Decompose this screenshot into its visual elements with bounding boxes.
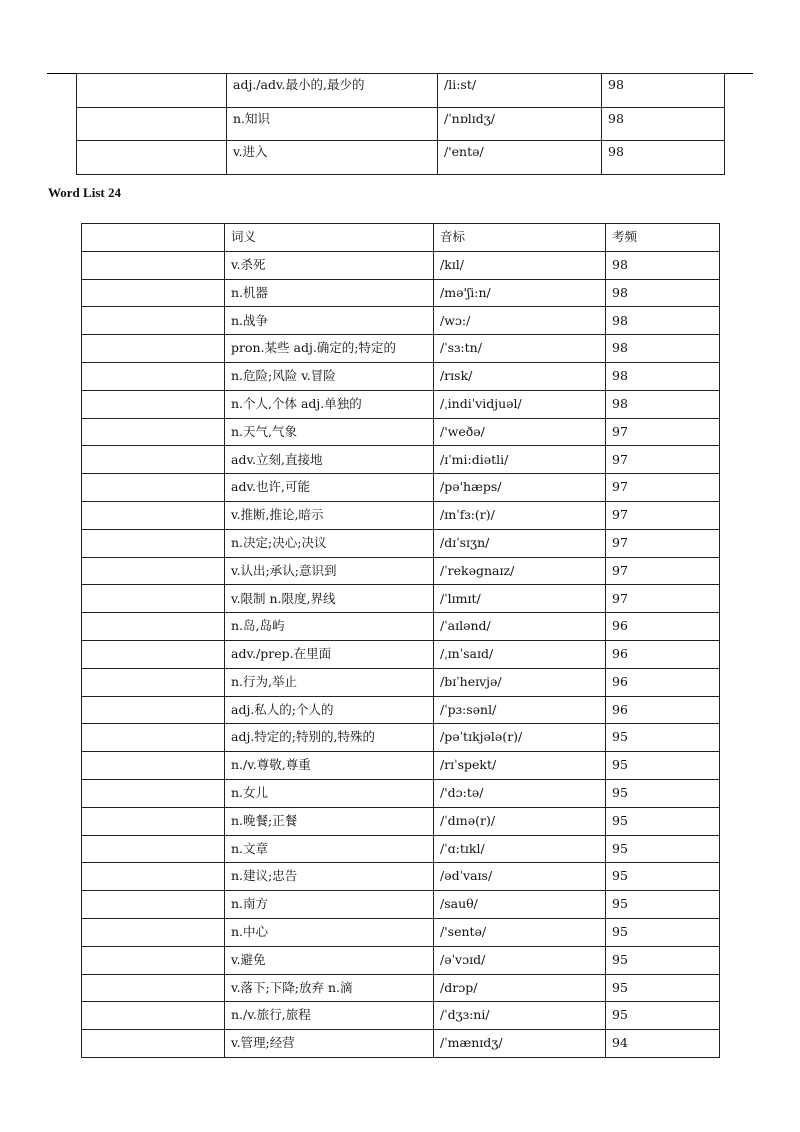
table-row <box>77 107 725 141</box>
cell-meaning: adj./adv.最小的,最少的 <box>227 74 438 108</box>
cell-meaning: n.晚餐;正餐 <box>225 807 434 835</box>
cell-frequency: 97 <box>606 557 720 585</box>
table-row <box>82 1030 720 1058</box>
cell-phonetic: /sauθ/ <box>434 891 606 919</box>
cell-word <box>77 141 227 175</box>
cell-meaning: n.女儿 <box>225 779 434 807</box>
cell-phonetic: /ˈaɪlənd/ <box>434 613 606 641</box>
table-row <box>82 974 720 1002</box>
cell-meaning: n.个人,个体 adj.单独的 <box>225 390 434 418</box>
cell-word <box>82 529 225 557</box>
table-row <box>82 307 720 335</box>
cell-meaning: n.中心 <box>225 918 434 946</box>
cell-meaning: n./v.旅行,旅程 <box>225 1002 434 1030</box>
previous-table-body <box>77 74 725 175</box>
cell-word <box>82 307 225 335</box>
table-row <box>82 418 720 446</box>
cell-word <box>82 779 225 807</box>
cell-frequency: 95 <box>606 1002 720 1030</box>
cell-phonetic: /ˈdɪnə(r)/ <box>434 807 606 835</box>
cell-frequency: 95 <box>606 974 720 1002</box>
header-word <box>82 224 225 252</box>
table-row <box>77 141 725 175</box>
cell-meaning: v.限制 n.限度,界线 <box>225 585 434 613</box>
cell-phonetic: /ˌɪnˈsaɪd/ <box>434 640 606 668</box>
cell-phonetic: /pəˈtɪkjələ(r)/ <box>434 724 606 752</box>
cell-phonetic: /'dɔ:tə/ <box>434 779 606 807</box>
cell-word <box>82 724 225 752</box>
table-row <box>82 529 720 557</box>
cell-word <box>82 1002 225 1030</box>
table-row <box>82 501 720 529</box>
table-row <box>82 613 720 641</box>
cell-meaning: v.管理;经营 <box>225 1030 434 1058</box>
cell-meaning: v.推断,推论,暗示 <box>225 501 434 529</box>
cell-phonetic: /'entə/ <box>438 141 602 175</box>
cell-phonetic: /dɪˈsɪʒn/ <box>434 529 606 557</box>
table-row <box>82 779 720 807</box>
cell-phonetic: /'weðə/ <box>434 418 606 446</box>
cell-word <box>82 613 225 641</box>
cell-phonetic: /drɔp/ <box>434 974 606 1002</box>
cell-frequency: 94 <box>606 1030 720 1058</box>
cell-meaning: n.知识 <box>227 107 438 141</box>
cell-meaning: n.危险;风险 v.冒险 <box>225 362 434 390</box>
table-row <box>82 279 720 307</box>
table-row <box>82 446 720 474</box>
cell-word <box>82 335 225 363</box>
table-header-row <box>82 224 720 252</box>
cell-meaning: n.战争 <box>225 307 434 335</box>
cell-meaning: adv./prep.在里面 <box>225 640 434 668</box>
cell-phonetic: /ədˈvaɪs/ <box>434 863 606 891</box>
cell-phonetic: /rɪˈspekt/ <box>434 752 606 780</box>
cell-frequency: 98 <box>602 107 725 141</box>
cell-word <box>82 807 225 835</box>
cell-word <box>77 107 227 141</box>
table-row <box>82 752 720 780</box>
cell-frequency: 95 <box>606 779 720 807</box>
cell-phonetic: /ˈlɪmɪt/ <box>434 585 606 613</box>
cell-meaning: v.进入 <box>227 141 438 175</box>
cell-frequency: 97 <box>606 585 720 613</box>
cell-word <box>82 752 225 780</box>
cell-frequency: 95 <box>606 724 720 752</box>
cell-word <box>82 474 225 502</box>
cell-word <box>77 74 227 108</box>
cell-meaning: n.建议;忠告 <box>225 863 434 891</box>
cell-frequency: 98 <box>606 362 720 390</box>
cell-phonetic: /li:st/ <box>438 74 602 108</box>
cell-word <box>82 251 225 279</box>
table-row <box>82 696 720 724</box>
table-row <box>82 251 720 279</box>
cell-phonetic: /ˈrekəgnaɪz/ <box>434 557 606 585</box>
header-frequency: 考频 <box>606 224 720 252</box>
cell-phonetic: /ˈɑ:tɪkl/ <box>434 835 606 863</box>
table-row <box>82 835 720 863</box>
cell-phonetic: /ˈdʒɜ:ni/ <box>434 1002 606 1030</box>
cell-frequency: 98 <box>602 74 725 108</box>
cell-phonetic: /kɪl/ <box>434 251 606 279</box>
table-row <box>82 891 720 919</box>
cell-meaning: n.南方 <box>225 891 434 919</box>
cell-meaning: adv.也许,可能 <box>225 474 434 502</box>
table-row <box>77 74 725 108</box>
cell-phonetic: /ɪˈmi:diətli/ <box>434 446 606 474</box>
cell-meaning: n.行为,举止 <box>225 668 434 696</box>
cell-word <box>82 891 225 919</box>
cell-meaning: n.文章 <box>225 835 434 863</box>
table-row <box>82 390 720 418</box>
header-phonetic: 音标 <box>434 224 606 252</box>
cell-word <box>82 501 225 529</box>
cell-word <box>82 863 225 891</box>
cell-word <box>82 835 225 863</box>
cell-frequency: 97 <box>606 418 720 446</box>
cell-word <box>82 362 225 390</box>
cell-meaning: pron.某些 adj.确定的;特定的 <box>225 335 434 363</box>
cell-phonetic: /ˈmænɪdʒ/ <box>434 1030 606 1058</box>
cell-phonetic: /'sentə/ <box>434 918 606 946</box>
cell-frequency: 97 <box>606 529 720 557</box>
cell-phonetic: /ˈpɜ:sənl/ <box>434 696 606 724</box>
table-row <box>82 946 720 974</box>
cell-frequency: 95 <box>606 946 720 974</box>
previous-word-table <box>76 73 725 175</box>
cell-phonetic: /ˈnɒlɪdʒ/ <box>438 107 602 141</box>
cell-word <box>82 640 225 668</box>
cell-meaning: adj.私人的;个人的 <box>225 696 434 724</box>
cell-word <box>82 279 225 307</box>
word-list-table-body <box>82 224 720 1058</box>
table-row <box>82 918 720 946</box>
cell-phonetic: /pə'hæps/ <box>434 474 606 502</box>
cell-word <box>82 668 225 696</box>
cell-frequency: 95 <box>606 835 720 863</box>
cell-frequency: 96 <box>606 640 720 668</box>
cell-word <box>82 974 225 1002</box>
word-list-table <box>81 223 720 1058</box>
cell-word <box>82 418 225 446</box>
cell-frequency: 97 <box>606 474 720 502</box>
cell-frequency: 98 <box>602 141 725 175</box>
cell-frequency: 95 <box>606 807 720 835</box>
table-row <box>82 640 720 668</box>
cell-meaning: n.岛,岛屿 <box>225 613 434 641</box>
cell-word <box>82 585 225 613</box>
cell-meaning: adv.立刻,直接地 <box>225 446 434 474</box>
cell-word <box>82 390 225 418</box>
cell-word <box>82 696 225 724</box>
cell-phonetic: /bɪˈheɪvjə/ <box>434 668 606 696</box>
cell-word <box>82 946 225 974</box>
cell-frequency: 95 <box>606 752 720 780</box>
section-title: Word List 24 <box>48 185 121 200</box>
cell-word <box>82 1030 225 1058</box>
table-row <box>82 585 720 613</box>
cell-phonetic: /mə'ʃi:n/ <box>434 279 606 307</box>
header-meaning: 词义 <box>225 224 434 252</box>
cell-phonetic: /ˌindiˈvidjuəl/ <box>434 390 606 418</box>
cell-phonetic: /wɔ:/ <box>434 307 606 335</box>
cell-phonetic: /rɪsk/ <box>434 362 606 390</box>
cell-frequency: 98 <box>606 390 720 418</box>
cell-frequency: 95 <box>606 863 720 891</box>
cell-frequency: 96 <box>606 668 720 696</box>
table-row <box>82 362 720 390</box>
cell-word <box>82 446 225 474</box>
cell-meaning: n.机器 <box>225 279 434 307</box>
cell-meaning: adj.特定的;特别的,特殊的 <box>225 724 434 752</box>
cell-meaning: v.认出;承认;意识到 <box>225 557 434 585</box>
cell-frequency: 95 <box>606 891 720 919</box>
table-row <box>82 474 720 502</box>
cell-frequency: 98 <box>606 335 720 363</box>
cell-meaning: n.决定;决心;决议 <box>225 529 434 557</box>
cell-frequency: 98 <box>606 251 720 279</box>
cell-phonetic: /ɪnˈfɜ:(r)/ <box>434 501 606 529</box>
cell-phonetic: /ˈsɜ:tn/ <box>434 335 606 363</box>
cell-meaning: v.杀死 <box>225 251 434 279</box>
cell-frequency: 98 <box>606 279 720 307</box>
cell-meaning: v.避免 <box>225 946 434 974</box>
cell-meaning: n./v.尊敬,尊重 <box>225 752 434 780</box>
table-row <box>82 724 720 752</box>
cell-meaning: v.落下;下降;放弃 n.滴 <box>225 974 434 1002</box>
cell-frequency: 95 <box>606 918 720 946</box>
cell-word <box>82 918 225 946</box>
cell-meaning: n.天气,气象 <box>225 418 434 446</box>
table-row <box>82 557 720 585</box>
table-row <box>82 1002 720 1030</box>
cell-frequency: 97 <box>606 446 720 474</box>
cell-frequency: 97 <box>606 501 720 529</box>
cell-frequency: 96 <box>606 613 720 641</box>
cell-word <box>82 557 225 585</box>
cell-phonetic: /əˈvɔɪd/ <box>434 946 606 974</box>
table-row <box>82 668 720 696</box>
cell-frequency: 98 <box>606 307 720 335</box>
table-row <box>82 863 720 891</box>
table-row <box>82 335 720 363</box>
cell-frequency: 96 <box>606 696 720 724</box>
table-row <box>82 807 720 835</box>
